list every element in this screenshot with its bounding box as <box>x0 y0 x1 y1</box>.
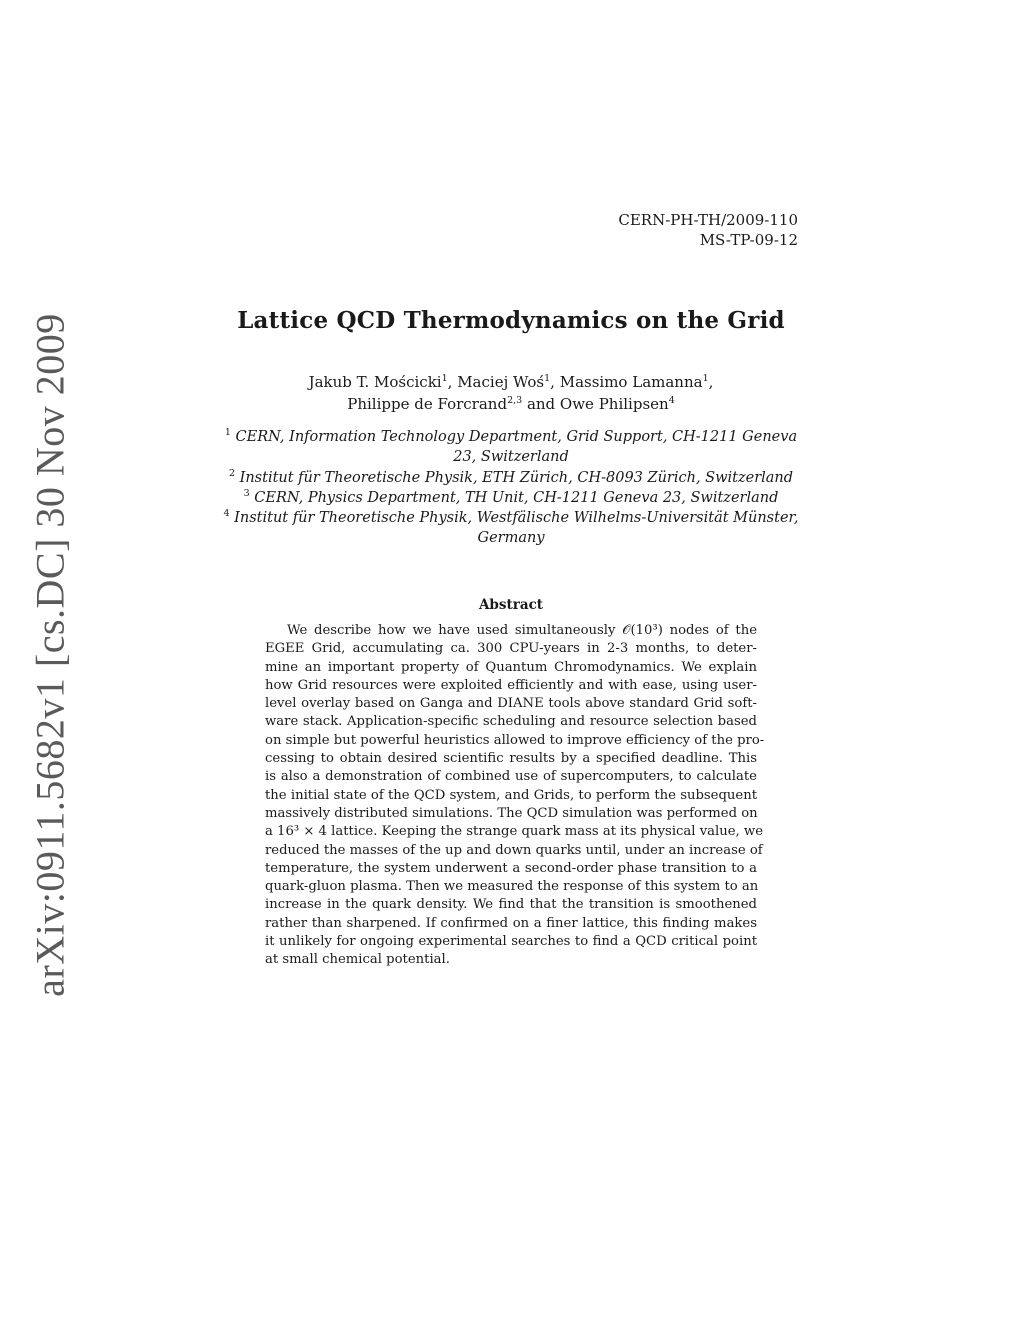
abstract-line: reduced the masses of the up and down quarks until, under an increase of <box>265 842 763 858</box>
affiliation-text: CERN, Physics Department, TH Unit, CH-1211 Geneva 23, Switzerland <box>254 489 779 506</box>
report-numbers <box>618 210 798 250</box>
affiliation-mark: 4 <box>668 395 675 406</box>
affiliation <box>205 508 817 549</box>
author-name: Owe Philipsen <box>559 395 669 413</box>
affiliation <box>205 427 817 468</box>
arxiv-identifier: arXiv:0911.5682v1 [cs.DC] 30 Nov 2009 <box>27 313 73 997</box>
author-name: Jakub T. Mościcki <box>308 373 442 391</box>
abstract-heading: Abstract <box>478 597 544 613</box>
author-name: Philippe de Forcrand <box>347 395 508 413</box>
abstract-line: ware stack. Application-specific scheduling and resource selection based <box>265 714 757 730</box>
abstract-line: level overlay based on Ganga and DIANE tools above standard Grid soft- <box>265 696 757 712</box>
affiliation-mark: 1 <box>544 373 551 384</box>
affiliation-number: 2 <box>228 467 235 479</box>
author-line <box>200 393 822 415</box>
abstract-line: it unlikely for ongoing experimental searches to find a QCD critical point <box>265 934 757 950</box>
abstract-line: cessing to obtain desired scientific results by a specified deadline. This <box>265 751 757 767</box>
author-line <box>200 371 822 393</box>
affiliation <box>205 468 817 488</box>
affiliation-number: 4 <box>223 508 230 520</box>
report-number: MS-TP-09-12 <box>699 231 798 249</box>
abstract-line: EGEE Grid, accumulating ca. 300 CPU-years in 2-3 months, to deter- <box>265 641 757 657</box>
affiliation-text: Institut für Theoretische Physik, ETH Zürich, CH-8093 Zürich, Switzerland <box>239 469 794 486</box>
abstract-line: at small chemical potential. <box>265 952 450 968</box>
affiliation-line <box>205 508 817 528</box>
affiliation-number: 1 <box>224 427 231 438</box>
author-separator: , <box>708 373 714 391</box>
abstract-line: the initial state of the QCD system, and Grids, to perform the subsequent <box>265 787 757 803</box>
affiliation-line: 23, Switzerland <box>453 449 569 466</box>
affiliation-mark: 1 <box>441 373 448 384</box>
abstract-line: on simple but powerful heuristics allowed to improve efficiency of the pro- <box>265 732 765 748</box>
abstract-line: We describe how we have used simultaneously 𝒪(10³) nodes of the <box>287 623 757 638</box>
abstract-line: how Grid resources were exploited efficiently and with ease, using user- <box>265 677 757 693</box>
author-name: Maciej Woś <box>457 373 545 391</box>
abstract-body <box>265 622 765 970</box>
affiliation <box>205 488 817 508</box>
paper-title: Lattice QCD Thermodynamics on the Grid <box>237 307 785 334</box>
affiliation-line <box>205 488 817 508</box>
abstract-line: a 16³ × 4 lattice. Keeping the strange quark mass at its physical value, we <box>265 824 763 840</box>
author-separator: , <box>447 373 458 391</box>
abstract-line: mine an important property of Quantum Chromodynamics. We explain <box>265 659 757 675</box>
report-number: CERN-PH-TH/2009-110 <box>618 211 798 229</box>
affiliation-line <box>205 427 817 447</box>
abstract-line: is also a demonstration of combined use of supercomputers, to calculate <box>265 769 757 785</box>
affiliation-text: CERN, Information Technology Department, Grid Support, CH-1211 Geneva <box>235 429 798 445</box>
affiliation-text: Institut für Theoretische Physik, Westfälische Wilhelms-Universität Münster, <box>234 510 799 527</box>
author-name: Massimo Lamanna <box>559 373 703 391</box>
abstract-line: increase in the quark density. We find that the transition is smoothened <box>265 897 757 913</box>
author-separator: and <box>522 395 560 413</box>
author-list <box>200 371 822 415</box>
affiliation-list <box>205 427 817 549</box>
affiliation-mark: 1 <box>702 373 709 384</box>
abstract-line: quark-gluon plasma. Then we measured the response of this system to an <box>265 879 759 895</box>
affiliation-line <box>205 468 817 488</box>
affiliation-mark: 2,3 <box>507 395 523 406</box>
abstract-line: rather than sharpened. If confirmed on a finer lattice, this finding makes <box>265 915 757 931</box>
abstract-line: temperature, the system underwent a second-order phase transition to a <box>265 860 757 876</box>
affiliation-number: 3 <box>243 487 250 499</box>
affiliation-line: Germany <box>477 530 545 547</box>
author-separator: , <box>550 373 560 391</box>
abstract-line: massively distributed simulations. The QCD simulation was performed on <box>265 805 758 821</box>
